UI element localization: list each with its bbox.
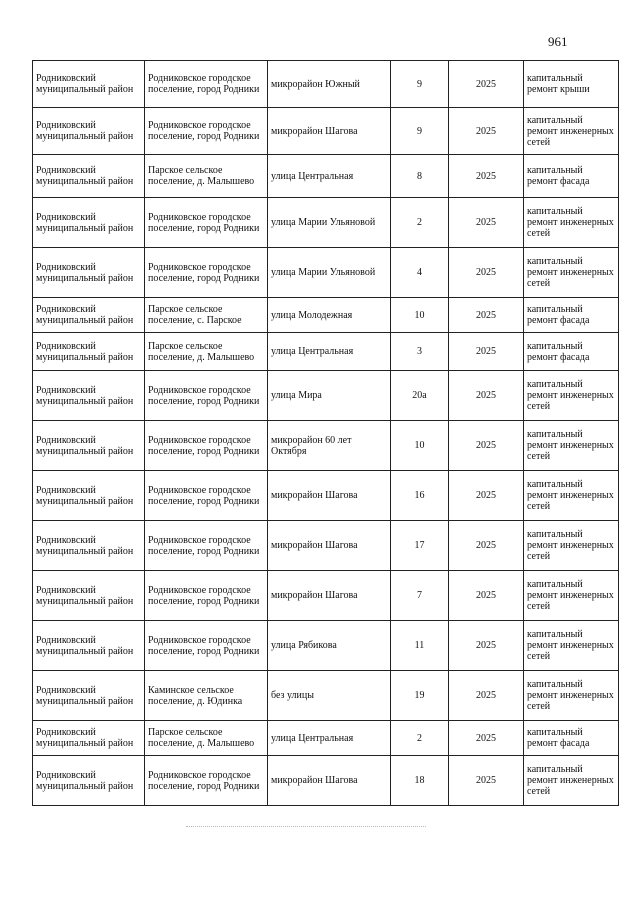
table-row: [33, 521, 619, 571]
district-cell: Родниковский муниципальный район: [33, 571, 145, 621]
table-row: [33, 421, 619, 471]
settlement-cell: Парское сельское поселение, д. Малышево: [145, 333, 268, 371]
work-type-cell: капитальный ремонт инженерных сетей: [524, 371, 619, 421]
year-cell: 2025: [449, 333, 524, 371]
year-cell: 2025: [449, 421, 524, 471]
table-row: [33, 61, 619, 108]
district-cell: Родниковский муниципальный район: [33, 721, 145, 756]
house-number-cell: 8: [391, 155, 449, 198]
settlement-cell: Родниковское городское поселение, город Родники: [145, 248, 268, 298]
table-row: [33, 333, 619, 371]
table-row: [33, 248, 619, 298]
settlement-cell: Родниковское городское поселение, город Родники: [145, 621, 268, 671]
district-cell: Родниковский муниципальный район: [33, 61, 145, 108]
house-number-cell: 11: [391, 621, 449, 671]
year-cell: 2025: [449, 198, 524, 248]
street-cell: улица Рябикова: [268, 621, 391, 671]
work-type-cell: капитальный ремонт инженерных сетей: [524, 671, 619, 721]
work-type-cell: капитальный ремонт инженерных сетей: [524, 471, 619, 521]
year-cell: 2025: [449, 108, 524, 155]
work-type-cell: капитальный ремонт фасада: [524, 155, 619, 198]
house-number-cell: 17: [391, 521, 449, 571]
settlement-cell: Парское сельское поселение, д. Малышево: [145, 155, 268, 198]
year-cell: 2025: [449, 571, 524, 621]
year-cell: 2025: [449, 248, 524, 298]
district-cell: Родниковский муниципальный район: [33, 108, 145, 155]
settlement-cell: Родниковское городское поселение, город Родники: [145, 61, 268, 108]
district-cell: Родниковский муниципальный район: [33, 421, 145, 471]
settlement-cell: Родниковское городское поселение, город Родники: [145, 521, 268, 571]
district-cell: Родниковский муниципальный район: [33, 521, 145, 571]
house-number-cell: 16: [391, 471, 449, 521]
district-cell: Родниковский муниципальный район: [33, 371, 145, 421]
settlement-cell: Родниковское городское поселение, город Родники: [145, 756, 268, 806]
year-cell: 2025: [449, 671, 524, 721]
settlement-cell: Родниковское городское поселение, город Родники: [145, 471, 268, 521]
table-row: [33, 756, 619, 806]
scan-artifact-divider: [186, 826, 426, 827]
house-number-cell: 10: [391, 421, 449, 471]
house-number-cell: 19: [391, 671, 449, 721]
settlement-cell: Родниковское городское поселение, город Родники: [145, 421, 268, 471]
house-number-cell: 20а: [391, 371, 449, 421]
table-row: [33, 155, 619, 198]
table-row: [33, 371, 619, 421]
house-number-cell: 18: [391, 756, 449, 806]
work-type-cell: капитальный ремонт инженерных сетей: [524, 756, 619, 806]
district-cell: Родниковский муниципальный район: [33, 671, 145, 721]
settlement-cell: Каминское сельское поселение, д. Юдинка: [145, 671, 268, 721]
street-cell: улица Центральная: [268, 721, 391, 756]
work-type-cell: капитальный ремонт крыши: [524, 61, 619, 108]
table-row: [33, 721, 619, 756]
table-row: [33, 621, 619, 671]
year-cell: 2025: [449, 61, 524, 108]
year-cell: 2025: [449, 621, 524, 671]
street-cell: микрорайон Шагова: [268, 521, 391, 571]
work-type-cell: капитальный ремонт инженерных сетей: [524, 248, 619, 298]
table-row: [33, 198, 619, 248]
house-number-cell: 9: [391, 108, 449, 155]
district-cell: Родниковский муниципальный район: [33, 298, 145, 333]
work-type-cell: капитальный ремонт фасада: [524, 298, 619, 333]
street-cell: улица Мира: [268, 371, 391, 421]
year-cell: 2025: [449, 721, 524, 756]
table-row: [33, 571, 619, 621]
year-cell: 2025: [449, 371, 524, 421]
year-cell: 2025: [449, 471, 524, 521]
district-cell: Родниковский муниципальный район: [33, 198, 145, 248]
house-number-cell: 2: [391, 198, 449, 248]
work-type-cell: капитальный ремонт инженерных сетей: [524, 108, 619, 155]
year-cell: 2025: [449, 298, 524, 333]
table-row: [33, 671, 619, 721]
settlement-cell: Родниковское городское поселение, город Родники: [145, 371, 268, 421]
house-number-cell: 4: [391, 248, 449, 298]
district-cell: Родниковский муниципальный район: [33, 248, 145, 298]
street-cell: микрорайон 60 лет Октября: [268, 421, 391, 471]
district-cell: Родниковский муниципальный район: [33, 471, 145, 521]
street-cell: улица Центральная: [268, 333, 391, 371]
work-type-cell: капитальный ремонт инженерных сетей: [524, 521, 619, 571]
house-number-cell: 3: [391, 333, 449, 371]
street-cell: без улицы: [268, 671, 391, 721]
repair-schedule-table: [32, 60, 619, 806]
house-number-cell: 2: [391, 721, 449, 756]
district-cell: Родниковский муниципальный район: [33, 621, 145, 671]
settlement-cell: Парское сельское поселение, д. Малышево: [145, 721, 268, 756]
table-body: [33, 61, 619, 806]
work-type-cell: капитальный ремонт инженерных сетей: [524, 421, 619, 471]
table-row: [33, 108, 619, 155]
work-type-cell: капитальный ремонт инженерных сетей: [524, 571, 619, 621]
work-type-cell: капитальный ремонт фасада: [524, 333, 619, 371]
street-cell: улица Молодежная: [268, 298, 391, 333]
work-type-cell: капитальный ремонт инженерных сетей: [524, 621, 619, 671]
settlement-cell: Родниковское городское поселение, город Родники: [145, 571, 268, 621]
street-cell: микрорайон Шагова: [268, 108, 391, 155]
settlement-cell: Родниковское городское поселение, город Родники: [145, 198, 268, 248]
district-cell: Родниковский муниципальный район: [33, 155, 145, 198]
street-cell: улица Марии Ульяновой: [268, 248, 391, 298]
year-cell: 2025: [449, 521, 524, 571]
table-row: [33, 471, 619, 521]
house-number-cell: 10: [391, 298, 449, 333]
year-cell: 2025: [449, 756, 524, 806]
street-cell: микрорайон Южный: [268, 61, 391, 108]
street-cell: микрорайон Шагова: [268, 571, 391, 621]
settlement-cell: Родниковское городское поселение, город Родники: [145, 108, 268, 155]
work-type-cell: капитальный ремонт фасада: [524, 721, 619, 756]
street-cell: улица Марии Ульяновой: [268, 198, 391, 248]
page-number: 961: [548, 34, 568, 49]
street-cell: микрорайон Шагова: [268, 471, 391, 521]
year-cell: 2025: [449, 155, 524, 198]
street-cell: улица Центральная: [268, 155, 391, 198]
work-type-cell: капитальный ремонт инженерных сетей: [524, 198, 619, 248]
settlement-cell: Парское сельское поселение, с. Парское: [145, 298, 268, 333]
house-number-cell: 7: [391, 571, 449, 621]
house-number-cell: 9: [391, 61, 449, 108]
street-cell: микрорайон Шагова: [268, 756, 391, 806]
district-cell: Родниковский муниципальный район: [33, 756, 145, 806]
district-cell: Родниковский муниципальный район: [33, 333, 145, 371]
table-row: [33, 298, 619, 333]
